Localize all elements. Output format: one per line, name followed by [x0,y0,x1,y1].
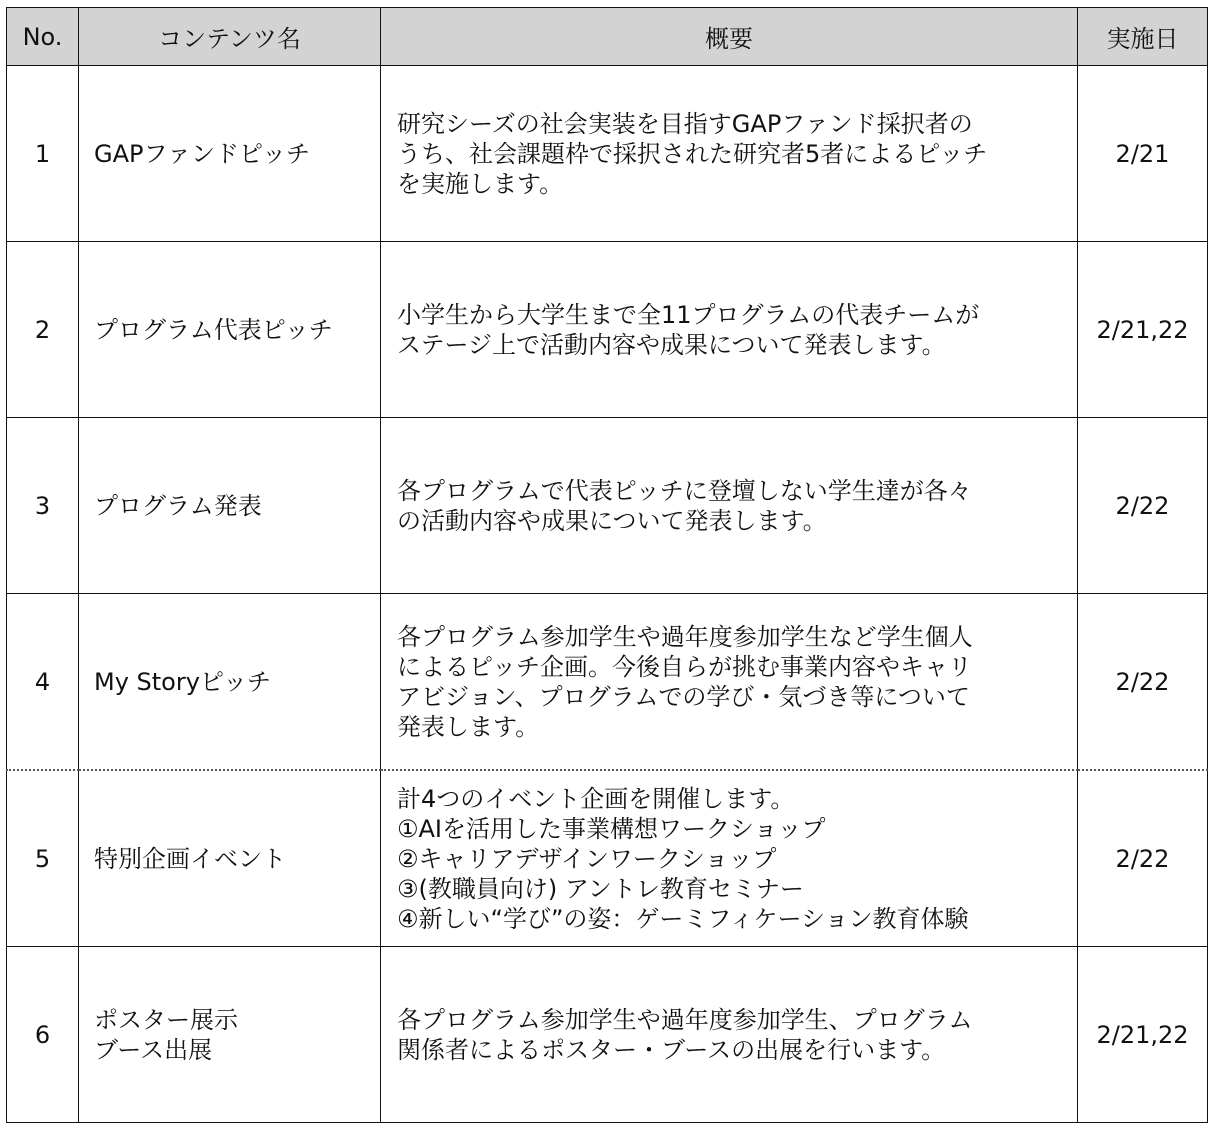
content-summary [381,242,1078,418]
event-date: 2/21,22 [1078,947,1208,1123]
table-row [7,418,1208,594]
summary-line: アビジョン、プログラムでの学び・気づき等について [397,682,970,711]
summary-line: によるピッチ企画。今後自らが挑む事業内容やキャリ [397,652,973,681]
summary-line: うち、社会課題枠で採択された研究者5者によるピッチ [397,139,988,168]
summary-line: の活動内容や成果について発表します。 [397,506,827,535]
summary-line: 関係者によるポスター・ブースの出展を行います。 [397,1035,946,1064]
summary-line: 各プログラムで代表ピッチに登壇しない学生達が各々 [397,476,972,505]
event-date: 2/22 [1078,594,1208,771]
table-row [7,594,1208,771]
header-date: 実施日 [1078,8,1208,66]
content-name [79,242,381,418]
row-number: 3 [7,418,79,594]
content-name-line: ポスター展示 [94,1005,238,1034]
table-header-row [7,8,1208,66]
content-summary [381,66,1078,242]
header-no: No. [7,8,79,66]
content-name [79,66,381,242]
event-date: 2/22 [1078,418,1208,594]
table-row [7,242,1208,418]
summary-line: ステージ上で活動内容や成果について発表します。 [397,330,946,359]
summary-line: 各プログラム参加学生や過年度参加学生など学生個人 [397,622,973,651]
event-date: 2/22 [1078,770,1208,947]
summary-line: 各プログラム参加学生や過年度参加学生、プログラム [397,1005,973,1034]
row-number: 1 [7,66,79,242]
summary-line: を実施します。 [397,169,564,198]
content-name [79,947,381,1123]
content-summary [381,947,1078,1123]
content-name-line: プログラム代表ピッチ [94,315,333,344]
summary-line: ③(教職員向け) アントレ教育セミナー [397,874,804,903]
content-name-line: ブース出展 [94,1035,213,1064]
summary-line: 研究シーズの社会実装を目指すGAPファンド採択者の [397,109,973,138]
table-row [7,947,1208,1123]
content-name [79,418,381,594]
content-summary [381,594,1078,771]
event-date: 2/21,22 [1078,242,1208,418]
content-name-line: My Storyピッチ [94,667,271,696]
content-summary [381,770,1078,947]
header-summary: 概要 [381,8,1078,66]
row-number: 6 [7,947,79,1123]
content-name [79,770,381,947]
contents-table-container [6,7,1207,1123]
content-name-line: プログラム発表 [94,491,262,520]
summary-line: ④新しい“学び”の姿：ゲーミフィケーション教育体験 [397,904,969,933]
header-content-name: コンテンツ名 [79,8,381,66]
summary-line: 小学生から大学生まで全11プログラムの代表チームが [397,300,980,329]
summary-line: ①AIを活用した事業構想ワークショップ [397,814,826,843]
content-summary [381,418,1078,594]
content-name [79,594,381,771]
content-name-line: GAPファンドピッチ [94,139,311,168]
summary-line: 計4つのイベント企画を開催します。 [397,784,795,813]
summary-line: 発表します。 [397,712,540,741]
row-number: 5 [7,770,79,947]
summary-line: ②キャリアデザインワークショップ [397,844,777,873]
contents-table [6,7,1208,1123]
event-date: 2/21 [1078,66,1208,242]
table-row [7,770,1208,947]
table-row [7,66,1208,242]
row-number: 4 [7,594,79,771]
row-number: 2 [7,242,79,418]
content-name-line: 特別企画イベント [94,844,286,873]
